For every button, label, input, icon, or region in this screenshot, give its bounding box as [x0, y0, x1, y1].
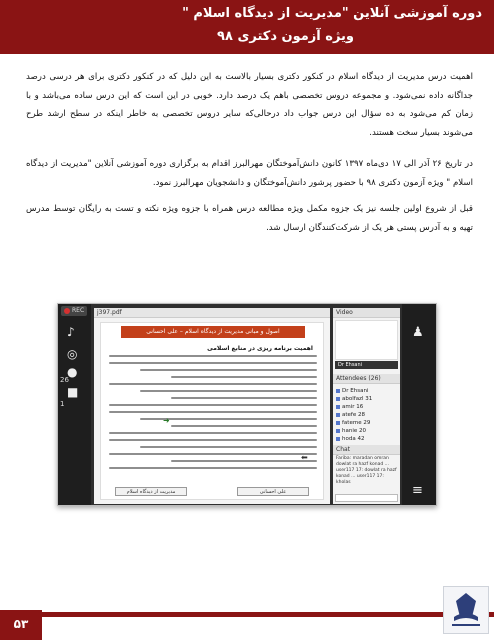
- document-heading: اهمیت برنامه ریزی در منابع اسلامی: [207, 345, 313, 352]
- right-toolbar: [402, 304, 437, 506]
- video-area: [335, 320, 398, 360]
- document-footer-right: علی احسانی: [237, 487, 309, 496]
- text-line: [109, 411, 317, 413]
- title-line-1: دوره آموزشی آنلاین "مدیریت از دیدگاه اسلام ": [182, 6, 482, 21]
- text-line: [140, 390, 317, 392]
- title-banner: [0, 0, 494, 54]
- text-line: [109, 404, 317, 406]
- text-line: [109, 383, 317, 385]
- document-page: [100, 322, 324, 500]
- user-status-icon: [336, 397, 340, 401]
- document-title: اصول و مبانی مدیریت از دیدگاه اسلام – علی احسانی: [121, 326, 305, 338]
- rec-label: REC: [72, 307, 85, 314]
- file-name: j397.pdf: [97, 309, 122, 316]
- text-line: [109, 453, 317, 455]
- chat-messages: Fariba: maradan omran dowlat ra hazf konad ... user117 17: dowlat ra hazf konad ... user117 17: kholas: [336, 456, 397, 485]
- text-line: [171, 460, 317, 462]
- menu-icon: ≡: [412, 483, 423, 498]
- paragraph-2: در تاریخ ۲۶ آذر الی ۱۷ دی‌ماه ۱۳۹۷ کانون دانش‌آموختگان مهرالبرز اقدام به برگزاری دوره آموزشی آنلاین "مدیریت از دیدگاه اسلام " ویژه آزمون دکتری ۹۸ با حضور پرشور دانش‌آموختگان و دانشجویان مهرالبرز نمود.: [26, 159, 473, 188]
- participants-count: 26: [60, 376, 69, 384]
- mic-icon: ♪: [67, 325, 75, 339]
- pointer-arrow-icon: ➜: [163, 416, 170, 425]
- logo-emblem-icon: [444, 587, 488, 633]
- side-panel: [333, 308, 400, 504]
- attendee-item: abolfazl 31: [336, 395, 398, 403]
- user-icon: ♟: [412, 325, 424, 340]
- chat-input: [335, 494, 398, 502]
- people-icon: ●: [67, 365, 78, 379]
- attendee-item: hoda 42: [336, 435, 398, 443]
- user-status-icon: [336, 405, 340, 409]
- video-header: Video: [333, 308, 400, 318]
- attendees-list: [336, 387, 398, 443]
- text-line: [171, 425, 317, 427]
- document-text-lines: [109, 355, 317, 474]
- attendees-header: Attendees (26): [333, 374, 400, 384]
- text-line: [109, 432, 317, 434]
- text-line: [140, 446, 317, 448]
- record-dot-icon: [64, 308, 70, 314]
- attendee-item: Dr Ehsani: [336, 387, 398, 395]
- text-line: [171, 397, 317, 399]
- user-status-icon: [336, 429, 340, 433]
- attendee-item: fateme 29: [336, 419, 398, 427]
- text-line: [171, 376, 317, 378]
- attendee-item: amir 16: [336, 403, 398, 411]
- user-status-icon: [336, 437, 340, 441]
- broadcast-icon: ◎: [67, 347, 78, 361]
- video-presenter-label: Dr Ehsani: [335, 361, 398, 369]
- pointer-arrow-icon: ⬅: [301, 453, 308, 462]
- text-line: [109, 467, 317, 469]
- user-status-icon: [336, 389, 340, 393]
- left-toolbar: [58, 304, 91, 506]
- attendee-item: atefe 28: [336, 411, 398, 419]
- page-number: ۵۳: [0, 610, 42, 640]
- title-line-2: ویژه آزمون دکتری ۹۸: [217, 29, 354, 44]
- chat-header: Chat: [333, 445, 400, 455]
- rec-indicator: [61, 306, 87, 316]
- text-line: [109, 439, 317, 441]
- text-line: [109, 362, 317, 364]
- user-status-icon: [336, 421, 340, 425]
- document-panel: [94, 308, 330, 504]
- paragraph-1: اهمیت درس مدیریت از دیدگاه اسلام در کنکور دکتری بسیار بالاست به این دلیل که در کنکور دکتری برای هر درسی درصد جداگانه داده نمی‌شود. و مجموعه دروس تخصصی باهم یک درصد دارد. خوبی در این است که این درس ساده می‌باشد و با زمان کم می‌شود به ده سؤال این درس جواب داد درحالی‌که سایر دروس تخصصی به خاطر اینکه در سطح ارشد طرح می‌شوند بسیار سخت هستند.: [26, 72, 473, 138]
- user-status-icon: [336, 413, 340, 417]
- camera-count: 1: [60, 400, 65, 408]
- text-line: [109, 355, 317, 357]
- university-logo: [443, 586, 489, 634]
- attendee-item: hanie 20: [336, 427, 398, 435]
- document-header: [94, 308, 330, 318]
- camera-icon: ■: [67, 385, 79, 399]
- webinar-screenshot: [57, 303, 437, 506]
- paragraph-3: قبل از شروع اولین جلسه نیز یک جزوه مکمل ویژه مطالعه درس همراه با جزوه ویژه نکته و تست به رایگان توسط مدرس تهیه و به آدرس پستی هر یک از شرکت‌کنندگان ارسال شد.: [26, 204, 473, 233]
- document-footer-left: مدیریت از دیدگاه اسلام: [115, 487, 187, 496]
- text-line: [140, 369, 317, 371]
- footer-bar: [0, 612, 494, 617]
